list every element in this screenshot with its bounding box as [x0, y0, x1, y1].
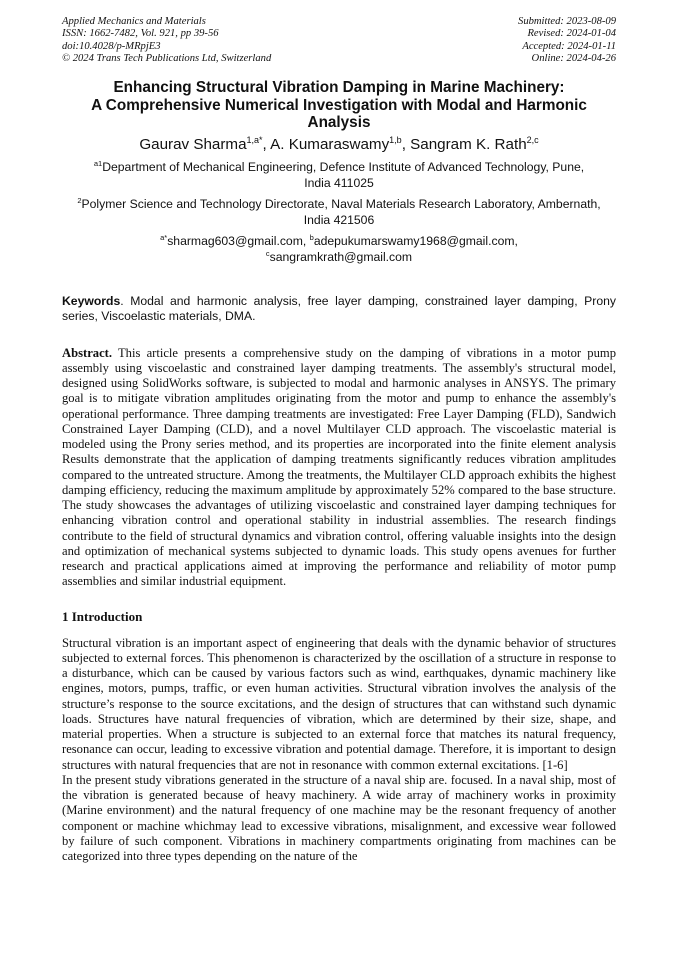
title-line-3: Analysis	[307, 114, 371, 132]
introduction-paragraph-1: Structural vibration is an important aspect of engineering that deals with the dynamic behavior of structures subjected to external forces. This phenomenon is characterized by the oscillation of a structure in response to a disturbance, which can be caused by various factors such as wind, earthquakes, dynamic machinery like engines, motors, pumps, traffic, or even human activities. Structural vibration involves the analysis of the structure’s response to the source excitations, and the design of structures that can withstand such dynamic loads. Structures have natural frequencies of vibration, which are determined by their size, shape, and material properties. When a structure is subjected to an external force that matches its natural frequency, resonance can occur, leading to excessive vibration and potential damage. Therefore, it is important to design structures with natural frequencies that are not in resonance with common external excitations. [1-6]	[62, 635, 616, 772]
abstract-text: This article presents a comprehensive study on the damping of vibrations in a motor pump assembly using viscoelastic and constrained layer damping treatments. The assembly's structural model, designed using SolidWorks software, is subjected to modal and harmonic analyses in ANSYS. The primary goal is to mitigate vibration amplitudes originating from the motor and pump to enhance the assembly's operational performance. Three damping treatments are investigated: Free Layer Damping (FLD), Sandwich Constrained Layer Damping (CLD), and a novel Multilayer CLD approach. The viscoelastic material is modeled using the Prony series method, and its properties are incorporated into the finite element analysis Results demonstrate that the application of damping treatments significantly reduces vibration amplitudes compared to the untreated structure. Among the treatments, the Multilayer CLD approach exhibits the highest damping efficiency, reducing the maximum amplitude by approximately 52% compared to the base structure. The study showcases the advantages of utilizing viscoelastic and constrained layer damping techniques for enhancing vibration control and operational stability in industrial assemblies. The research findings contribute to the field of structural dynamics and vibration control, offering valuable insights into the design and optimization of mechanical systems subjected to dynamic loads. This study opens avenues for further research and practical applications aimed at improving the performance and reliability of motor pump assemblies and similar industrial equipment.	[62, 345, 616, 589]
affiliation	[62, 197, 616, 228]
email-sup: a*	[160, 233, 168, 243]
submitted-date: Submitted: 2023-08-09	[518, 16, 616, 27]
email-link[interactable]: sangramkrath@gmail.com	[269, 249, 413, 264]
copyright: © 2024 Trans Tech Publications Ltd, Switzerland	[62, 52, 272, 64]
dates-info	[518, 16, 616, 65]
author-name: Gaurav Sharma	[139, 135, 247, 153]
paper-title	[62, 79, 616, 132]
keywords-text: . Modal and harmonic analysis, free layer damping, constrained layer damping, Prony series, Viscoelastic materials, DMA.	[62, 293, 616, 324]
affiliation-line: India 411025	[304, 175, 374, 190]
introduction-paragraph-2: In the present study vibrations generated in the structure of a naval ship are. focused. In a naval ship, most of the vibration is generated because of heavy machinery. A wide array of machinery works in proximity (Marine environment) and the natural frequency of one machine may be the resonant frequency of another component or machine whichmay lead to excessive vibrations, misalignment, and excessive wear followed by failure of such component. Vibrations in machinery compartments originating from machines can be categorized into three types depending on the nature of the	[62, 772, 616, 864]
author-list	[62, 136, 616, 154]
author-separator: ,	[401, 135, 411, 153]
publication-header	[62, 16, 616, 65]
author-separator: ,	[262, 135, 271, 153]
keywords-label: Keywords	[62, 293, 121, 308]
affiliation-sup: 2	[77, 196, 82, 206]
title-line-1: Enhancing Structural Vibration Damping in Marine Machinery:	[113, 79, 565, 97]
journal-name: Applied Mechanics and Materials	[62, 16, 206, 27]
author-emails	[62, 234, 616, 265]
author-sup: 2,c	[526, 134, 539, 145]
affiliation	[62, 160, 616, 191]
revised-date: Revised: 2024-01-04	[527, 28, 616, 40]
email-link[interactable]: sharmag603@gmail.com,	[167, 234, 310, 249]
affiliation-line: Department of Mechanical Engineering, Defence Institute of Advanced Technology, Pune,	[102, 159, 585, 174]
issn: ISSN: 1662-7482, Vol. 921, pp 39-56	[62, 28, 219, 40]
doi: doi:10.4028/p-MRpjE3	[62, 40, 161, 52]
accepted-date: Accepted: 2024-01-11	[522, 40, 616, 52]
author-name: Sangram K. Rath	[410, 135, 527, 153]
journal-info	[62, 16, 271, 65]
author-sup: 1,b	[389, 134, 402, 145]
affiliation-line: Polymer Science and Technology Directorate, Naval Materials Research Laboratory, Ambernath,	[81, 197, 601, 212]
author-name: A. Kumaraswamy	[270, 135, 390, 153]
abstract	[62, 346, 616, 590]
author-sup: 1,a*	[246, 134, 263, 145]
affiliation-sup: a1	[93, 158, 103, 168]
section-heading-introduction: 1 Introduction	[62, 608, 143, 624]
title-line-2: A Comprehensive Numerical Investigation with Modal and Harmonic	[91, 96, 587, 114]
email-link[interactable]: adepukumarswamy1968@gmail.com,	[313, 234, 518, 249]
keywords	[62, 294, 616, 325]
online-date: Online: 2024-04-26	[531, 52, 616, 64]
email-sup: c	[265, 248, 270, 258]
affiliation-line: India 421506	[303, 212, 375, 227]
abstract-label: Abstract.	[62, 345, 113, 360]
email-sup: b	[309, 233, 314, 243]
